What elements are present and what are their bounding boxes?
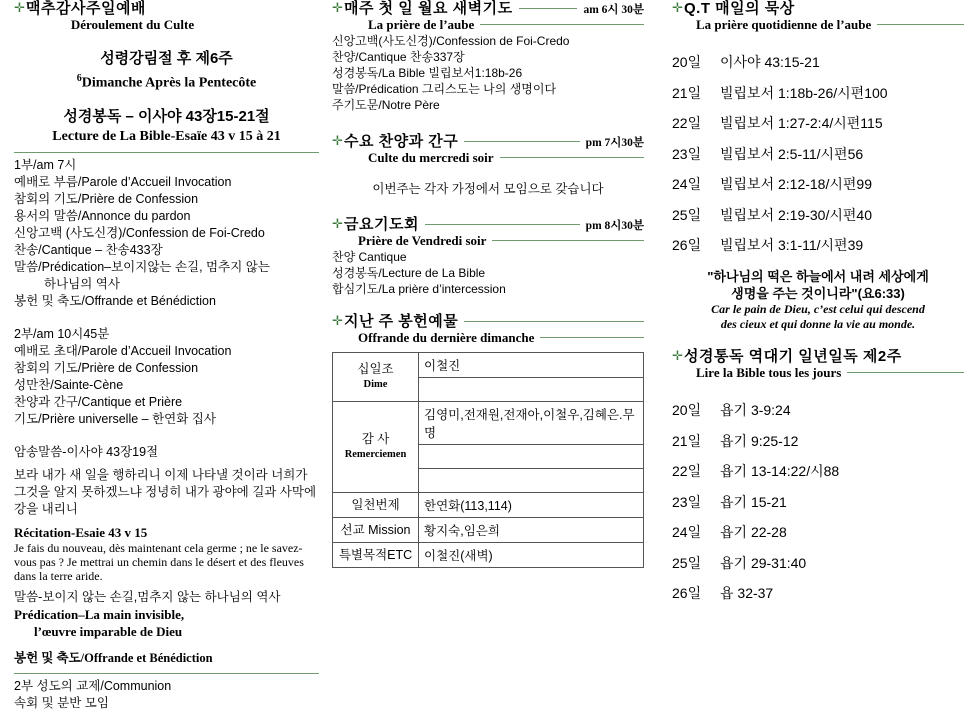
qt-passage: 빌립보서 2:12-18/시편99 — [720, 176, 872, 192]
part1-line: 신앙고백 (사도신경)/Confession de Foi-Credo — [14, 225, 265, 240]
qt-day: 23일 — [672, 145, 702, 162]
qt-day: 21일 — [672, 84, 702, 101]
service-part-1 — [14, 157, 319, 310]
bible-day: 25일 — [672, 554, 702, 571]
bible-day: 23일 — [672, 493, 702, 510]
bible-passage: 욥기 3-9:24 — [720, 402, 791, 418]
memory-verse-title: 암송말씀-이사야 43장19절 — [14, 444, 159, 459]
scripture-reading-ko: 성경봉독 – 이사야 43장15-21절 — [63, 107, 270, 125]
table-row — [333, 493, 644, 518]
bible-passage: 욥기 22-28 — [720, 524, 787, 540]
friday-title-ko: 금요기도회 — [344, 216, 419, 233]
title-rule — [500, 157, 644, 158]
section-offering — [332, 313, 644, 568]
list-item — [672, 462, 964, 480]
offering-category: 감 사 Remerciemen — [333, 402, 419, 493]
bible-passage: 욥 32-37 — [720, 585, 774, 601]
list-item — [672, 584, 964, 602]
qt-day: 20일 — [672, 54, 702, 70]
cross-icon: ✛ — [332, 133, 343, 148]
list-item — [672, 206, 964, 224]
section-friday-prayer — [332, 216, 644, 297]
part2-line: 성만찬/Sainte-Cène — [14, 377, 124, 392]
part1-line: 용서의 말씀/Annonce du pardon — [14, 208, 191, 223]
friday-line: 찬양 Cantique — [332, 250, 407, 264]
qt-title-ko: Q.T 매일의 묵상 — [684, 0, 795, 17]
part2-line: 예배로 초대/Parole d’Accueil Invocation — [14, 343, 232, 358]
cross-icon: ✛ — [332, 313, 343, 328]
part1-line: 참회의 기도/Prière de Confession — [14, 191, 199, 206]
friday-line: 성경봉독/Lecture de La Bible — [332, 266, 486, 280]
list-item — [672, 114, 964, 132]
offering-title-fr: Offrande du dernière dimanche — [358, 330, 535, 345]
offering-value — [419, 469, 644, 493]
title-rule — [480, 24, 644, 25]
offering-value — [419, 445, 644, 469]
dawn-prayer-title-fr: La prière de l’aube — [368, 17, 475, 32]
title-rule — [847, 372, 964, 373]
divider — [14, 152, 319, 153]
column-weekly-services — [332, 0, 644, 574]
dawn-line: 주기도문/Notre Père — [332, 98, 440, 112]
part1-line: 말씀/Prédication–보이지않는 손길, 멈추지 않는 — [14, 259, 270, 274]
dawn-line: 신앙고백(사도신경)/Confession de Foi-Credo — [332, 34, 570, 48]
part2-label: 2부/am 10시45분 — [14, 326, 110, 341]
part1-line: 봉헌 및 축도/Offrande et Bénédiction — [14, 293, 216, 308]
closing-offering: 봉헌 및 축도/Offrande et Bénédiction — [14, 650, 213, 665]
wednesday-time: pm 7시30분 — [585, 137, 644, 149]
column-worship-order — [14, 0, 319, 712]
offering-table — [332, 352, 644, 568]
dawn-line: 말씀/Prédication 그리스도는 나의 생명이다 — [332, 82, 557, 96]
qt-passage: 빌립보서 1:27-2:4/시편115 — [720, 115, 883, 131]
offering-category: 일천번제 — [333, 493, 419, 518]
cross-icon: ✛ — [672, 348, 683, 363]
column-reading-plans — [672, 0, 964, 615]
part1-label: 1부/am 7시 — [14, 157, 77, 172]
list-item — [672, 493, 964, 511]
sunday-name-ko: 성령강림절 후 제6주 — [100, 50, 233, 67]
preaching-title — [14, 589, 319, 640]
sunday-name — [14, 49, 319, 93]
table-row — [333, 543, 644, 568]
friday-time: pm 8시30분 — [585, 220, 644, 232]
qt-title-fr: La prière quotidienne de l’aube — [696, 17, 872, 32]
wednesday-note: 이번주는 각자 가정에서 모임으로 갖습니다 — [372, 182, 604, 196]
scripture-reading — [14, 107, 319, 146]
qt-day: 24일 — [672, 176, 702, 192]
qt-list — [672, 53, 964, 254]
title-rule — [540, 337, 644, 338]
divider — [14, 673, 319, 674]
part1-line: 찬송/Cantique – 찬송433장 — [14, 242, 163, 257]
bible-passage: 욥기 15-21 — [720, 493, 787, 510]
dawn-prayer-time: am 6시 30분 — [583, 4, 644, 16]
title-rule — [464, 321, 644, 322]
offering-value: 한연화(113,114) — [419, 493, 644, 518]
memory-verse-text-fr: Je fais du nouveau, dès maintenant cela germe ; ne le savez-vous pas ? Je mettrai un chemin dans le désert et des fleuves dans la terre aride. — [14, 540, 304, 583]
section-bible-reading — [672, 348, 964, 381]
featured-verse-ko-2: 생명을 주는 것이니라"(요6:33) — [731, 286, 905, 301]
friday-title-fr: Prière de Vendredi soir — [358, 233, 487, 248]
preaching-title-fr2: l’œuvre imparable de Dieu — [34, 623, 183, 639]
section-wednesday-service — [332, 133, 644, 198]
worship-order-title-fr: Déroulement du Culte — [70, 17, 195, 32]
memory-verse-title-fr: Récitation-Esaie 43 v 15 — [14, 524, 148, 540]
list-item — [672, 53, 964, 71]
qt-passage: 빌립보서 2:5-11/시편56 — [720, 145, 864, 162]
communion-sub: 속회 및 분반 모임 — [14, 695, 109, 710]
featured-verse-fr-1: Car le pain de Dieu, c’est celui qui descend — [711, 302, 925, 316]
bible-passage: 욥기 29-31:40 — [720, 554, 807, 571]
offering-category: 특별목적ETC — [333, 543, 419, 568]
title-rule — [492, 240, 644, 241]
qt-passage: 빌립보서 2:19-30/시편40 — [720, 206, 872, 223]
sunday-name-fr: $^6$Dimanche Après la Pentecôte — [76, 73, 257, 91]
title-rule — [464, 141, 579, 142]
qt-passage: 빌립보서 1:18b-26/시편100 — [720, 84, 888, 101]
bible-day: 21일 — [672, 432, 702, 449]
featured-verse-ko-1: "하나님의 떡은 하늘에서 내려 세상에게 — [707, 269, 929, 284]
list-item — [672, 432, 964, 450]
section-qt — [672, 0, 964, 33]
list-item — [672, 523, 964, 541]
bible-day: 26일 — [672, 585, 702, 601]
section-worship-order — [14, 0, 319, 33]
title-rule — [425, 224, 580, 225]
featured-verse-fr-2: des cieux et qui donne la vie au monde. — [720, 317, 916, 331]
offering-category: 선교 Mission — [333, 518, 419, 543]
part1-line: 예배로 부름/Parole d’Accueil Invocation — [14, 174, 232, 189]
offering-value: 김영미,전재원,전재아,이철우,김혜은.무명 — [419, 402, 644, 445]
part2-line: 찬양과 간구/Cantique et Prière — [14, 394, 183, 409]
qt-passage: 빌립보서 3:1-11/시편39 — [720, 237, 864, 253]
title-rule — [877, 24, 964, 25]
offering-value: 황지숙,임은희 — [419, 518, 644, 543]
list-item — [672, 145, 964, 163]
table-row — [333, 402, 644, 445]
worship-order-title-ko: 맥추감사주일예배 — [26, 0, 146, 17]
part1-line: 하나님의 역사 — [44, 276, 120, 291]
offering-value — [419, 378, 644, 402]
bible-passage: 욥기 9:25-12 — [720, 432, 799, 449]
qt-passage: 이사야 43:15-21 — [720, 54, 820, 70]
bible-passage: 욥기 13-14:22/시88 — [720, 463, 840, 479]
list-item — [672, 175, 964, 193]
wednesday-title-ko: 수요 찬양과 간구 — [344, 133, 459, 150]
list-item — [672, 554, 964, 572]
part2-line: 참회의 기도/Prière de Confession — [14, 360, 199, 375]
cross-icon: ✛ — [14, 0, 25, 15]
preaching-title-fr: Prédication–La main invisible, — [14, 606, 185, 622]
table-row — [333, 353, 644, 378]
title-rule — [519, 8, 578, 9]
preaching-title-ko: 말씀-보이지 않는 손길,멈추지 않는 하나님의 역사 — [14, 589, 281, 604]
dawn-line: 찬양/Cantique 찬송337장 — [332, 50, 465, 64]
communion-title: 2부 성도의 교제/Communion — [14, 678, 172, 693]
bible-reading-list — [672, 401, 964, 602]
qt-day: 22일 — [672, 115, 702, 131]
table-row — [333, 518, 644, 543]
list-item — [672, 401, 964, 419]
qt-day: 25일 — [672, 206, 702, 223]
list-item — [672, 84, 964, 102]
bible-day: 20일 — [672, 402, 702, 418]
bible-reading-title-fr: Lire la Bible tous les jours — [696, 365, 842, 380]
dawn-prayer-title-ko: 매주 첫 일 월요 새벽기도 — [344, 0, 513, 17]
cross-icon: ✛ — [672, 0, 683, 15]
service-part-2 — [14, 326, 319, 428]
list-item — [672, 236, 964, 254]
bible-day: 22일 — [672, 463, 702, 479]
memory-verse-text-ko: 보라 내가 새 일을 행하리니 이제 나타낼 것이라 너희가 그것을 알지 못하겠느냐 정녕히 내가 광야에 길과 사막에 강을 내리니 — [14, 467, 317, 516]
dawn-line: 성경봉독/La Bible 빌립보서1:18b-26 — [332, 66, 523, 80]
wednesday-title-fr: Culte du mercredi soir — [368, 150, 494, 165]
friday-line: 합심기도/La prière d’intercession — [332, 282, 506, 296]
offering-title-ko: 지난 주 봉헌예물 — [344, 313, 459, 330]
cross-icon: ✛ — [332, 0, 343, 15]
qt-day: 26일 — [672, 237, 702, 253]
section-dawn-prayer — [332, 0, 644, 113]
featured-verse — [672, 268, 964, 332]
bible-reading-title-ko: 성경통독 역대기 일년일독 제2주 — [684, 348, 902, 365]
offering-value: 이철진(새벽) — [419, 543, 644, 568]
scripture-reading-fr: Lecture de La Bible-Esaïe 43 v 15 à 21 — [52, 128, 281, 144]
bible-day: 24일 — [672, 524, 702, 540]
cross-icon: ✛ — [332, 216, 343, 231]
offering-category: 십일조 Dime — [333, 353, 419, 402]
part2-line: 기도/Prière universelle – 한연화 집사 — [14, 411, 216, 426]
offering-value: 이철진 — [419, 353, 644, 378]
memory-verse — [14, 444, 319, 583]
